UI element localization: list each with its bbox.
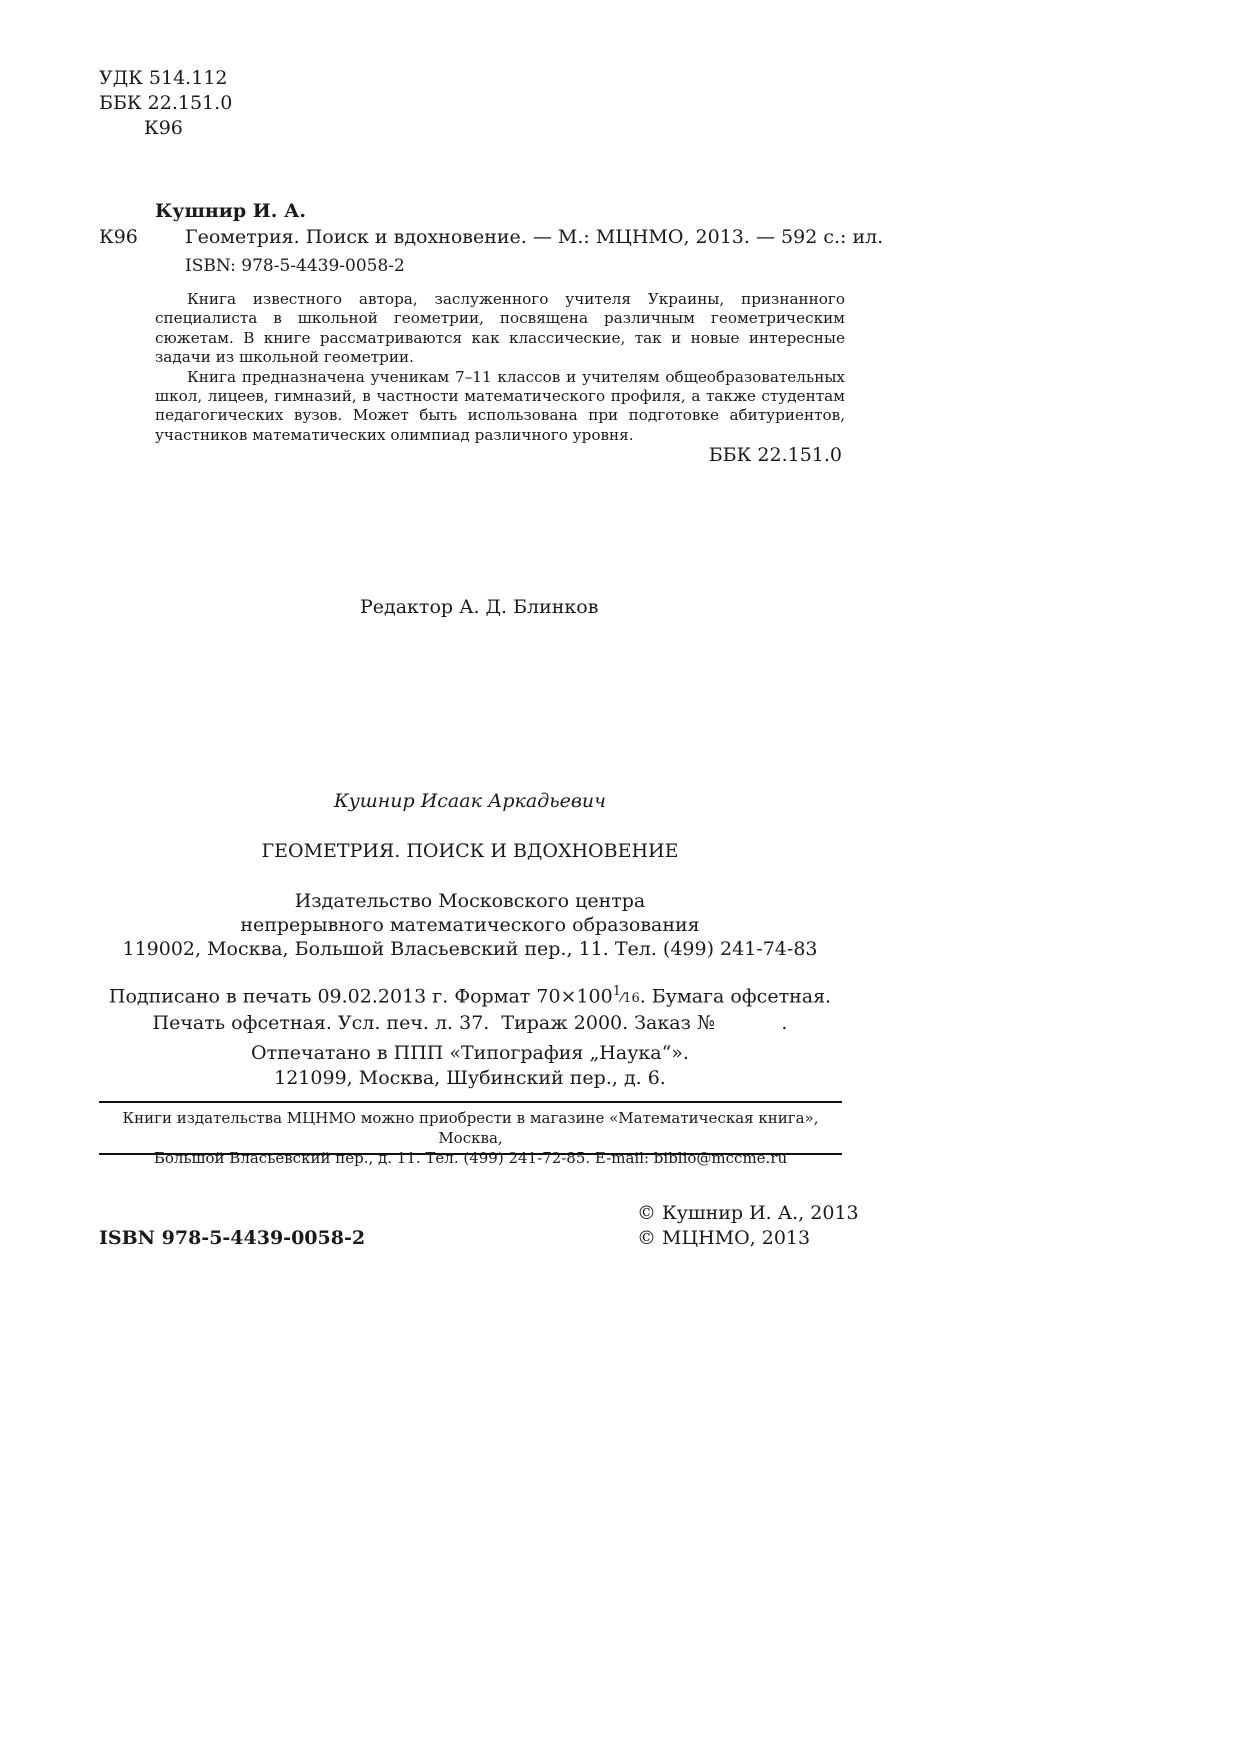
- format-fraction-numerator: 1: [612, 984, 621, 999]
- colophon-title: ГЕОМЕТРИЯ. ПОИСК И ВДОХНОВЕНИЕ: [261, 840, 679, 862]
- annotation-paragraph: Книга известного автора, заслуженного учителя Украины, признанного специалиста в школьной геометрии, посвящена различным геометрическим сюжетам. В книге рассматриваются как классические, так и новые интересные задачи из школьной геометрии.: [155, 290, 845, 367]
- annotation-paragraph: Книга предназначена ученикам 7–11 классов и учителям общеобразовательных школ, лицеев, гимназий, в частности математического профиля, а также студентам педагогических вузов. Может быть использована при подготовке абитуриентов, участников математических олимпиад различного уровня.: [155, 367, 845, 444]
- format-fraction-denominator: ⁄16: [621, 991, 640, 1007]
- printer-address: 121099, Москва, Шубинский пер., д. 6.: [274, 1067, 666, 1089]
- publisher-info: [0, 889, 940, 961]
- editor-credit: Редактор А. Д. Блинков: [360, 596, 599, 618]
- annotation: [155, 290, 845, 445]
- bbk-code: ББК 22.151.0: [99, 92, 233, 114]
- print-info: [0, 981, 940, 1036]
- shop-note-line: Книги издательства МЦНМО можно приобрести в магазине «Математическая книга», Москва,: [122, 1109, 819, 1147]
- catalog-isbn-line: ISBN: 978-5-4439-0058-2: [185, 256, 405, 276]
- shop-note: [99, 1108, 842, 1168]
- isbn-number: ISBN 978-5-4439-0058-2: [99, 1227, 366, 1249]
- divider: [99, 1153, 842, 1155]
- printer-info: [0, 1041, 940, 1091]
- format-fraction: [612, 984, 640, 1007]
- colophon-author: Кушнир Исаак Аркадьевич: [334, 790, 606, 812]
- divider: [99, 1101, 842, 1103]
- print-paper: . Бумага офсетная.: [639, 985, 832, 1008]
- shop-note-line: Большой Власьевский пер., д. 11. Тел. (499) 241-72-85. E-mail: biblio@mccme.ru: [153, 1149, 788, 1167]
- udk-code: УДК 514.112: [99, 67, 228, 89]
- catalog-bbk: ББК 22.151.0: [708, 444, 842, 466]
- catalog-title-line: Геометрия. Поиск и вдохновение. — М.: МЦНМО, 2013. — 592 с.: ил.: [185, 226, 884, 248]
- catalog-author-sign: К96: [99, 226, 138, 248]
- catalog-author-heading: Кушнир И. А.: [155, 200, 307, 222]
- publisher-address: 119002, Москва, Большой Власьевский пер., 11. Тел. (499) 241-74-83: [122, 938, 818, 960]
- printer-line: Отпечатано в ППП «Типография „Наука“».: [251, 1042, 689, 1064]
- print-signed-format: Подписано в печать 09.02.2013 г. Формат 70×100: [108, 985, 613, 1008]
- classification-block: [99, 66, 232, 141]
- copyright-author: © Кушнир И. А., 2013: [637, 1202, 859, 1224]
- print-line: [0, 981, 940, 1011]
- copyright-block: [637, 1201, 859, 1251]
- publisher-line: непрерывного математического образования: [240, 914, 700, 936]
- copyright-publisher: © МЦНМО, 2013: [637, 1227, 811, 1249]
- author-sign: К96: [144, 117, 183, 139]
- print-line: Печать офсетная. Усл. печ. л. 37. Тираж 2000. Заказ № .: [152, 1012, 788, 1035]
- publisher-line: Издательство Московского центра: [294, 890, 646, 912]
